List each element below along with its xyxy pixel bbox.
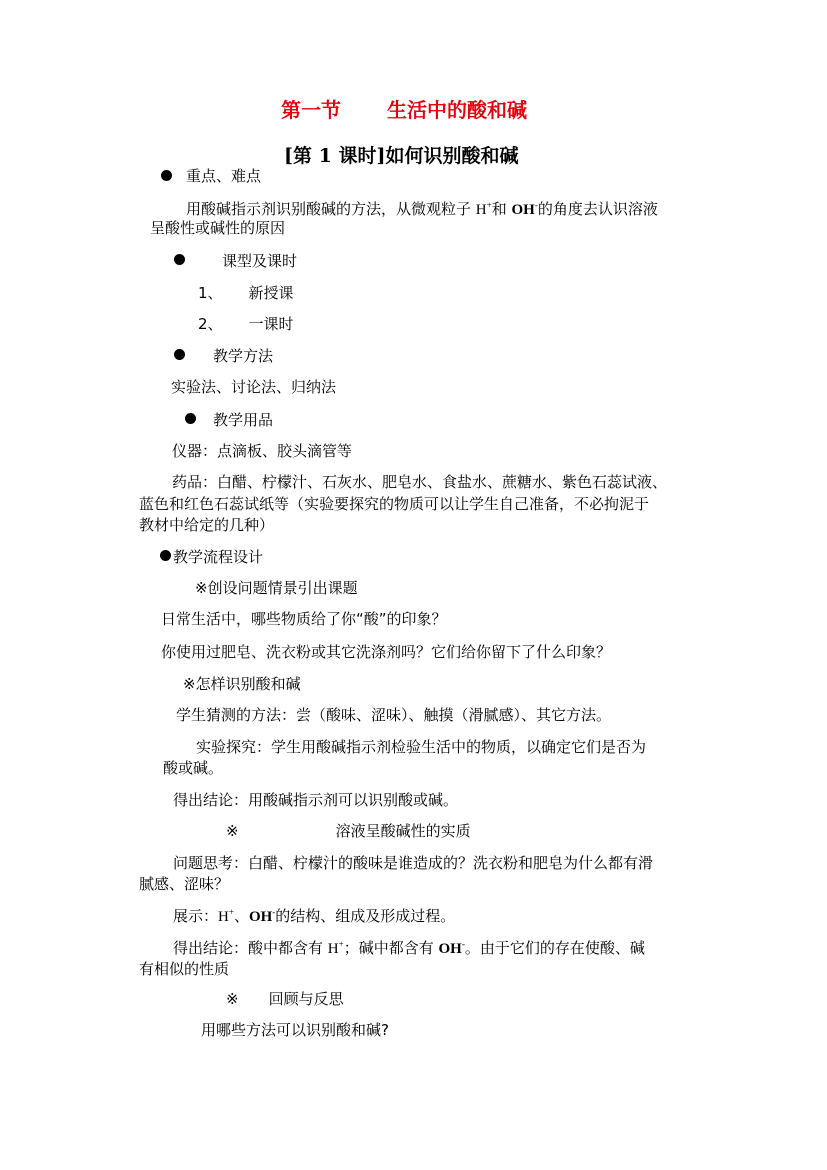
lesson-number: [第 1 课时] [284, 145, 386, 167]
reference-mark: ※ [226, 822, 239, 840]
h-ion: H+ [327, 939, 344, 957]
text-segment: 、 [233, 907, 249, 925]
teaching-supplies-heading: 教学用品 [213, 411, 274, 429]
experiment-line-1: 实验探究：学生用酸碱指示剂检验生活中的物质，以确定它们是否为 [196, 738, 647, 756]
oh-ion: OH- [511, 200, 538, 218]
bullet-icon [160, 550, 171, 561]
conclusion-line-3: 有相似的性质 [139, 960, 230, 978]
reference-mark: ※ [226, 990, 239, 1008]
item-number: 1、 [198, 284, 223, 302]
text-segment: 用酸碱指示剂识别酸碱的方法，从微观粒子 [186, 200, 476, 218]
item-text: 一课时 [248, 315, 294, 333]
final-question: 用哪些方法可以识别酸和碱? [201, 1021, 389, 1039]
section-number: 第一节 [281, 98, 341, 122]
course-type-item-2 [198, 315, 294, 333]
flow-design-heading: 教学流程设计 [173, 548, 264, 566]
bullet-icon [174, 254, 185, 265]
item-number: 2、 [198, 315, 223, 333]
text-segment: 得出结论：酸中都含有 [173, 939, 328, 957]
question-2: 你使用过肥皂、洗衣粉或其它洗涤剂吗？它们给你留下了什么印象？ [161, 643, 612, 661]
key-points-line-2: 呈酸性或碱性的原因 [150, 219, 286, 237]
drugs-line-3: 教材中给定的几种） [139, 516, 275, 534]
text-segment: ；碱中都含有 [343, 939, 439, 957]
key-points-line-1 [186, 200, 658, 219]
text-segment: 。由于它们的存在使酸、碱 [464, 939, 645, 957]
flow-sub-1: ※创设问题情景引出课题 [195, 579, 358, 597]
show-line [173, 907, 455, 926]
text-segment: 展示： [173, 907, 219, 925]
h-ion: H+ [218, 907, 234, 925]
course-type-heading: 课型及课时 [222, 252, 298, 270]
bullet-icon [185, 413, 196, 424]
teaching-method-line: 实验法、讨论法、归纳法 [171, 378, 337, 396]
experiment-line-2: 酸或碱。 [163, 759, 224, 777]
conclusion-line-2 [173, 939, 645, 958]
oh-ion: OH- [438, 939, 465, 957]
item-text: 新授课 [248, 284, 294, 302]
lesson-name: 如何识别酸和碱 [385, 145, 519, 167]
student-guess-line: 学生猜测的方法：尝（酸味、涩味）、触摸（滑腻感）、其它方法。 [176, 706, 612, 724]
instruments-line: 仪器：点滴板、胶头滴管等 [172, 442, 353, 460]
drugs-line-1: 药品：白醋、柠檬汁、石灰水、肥皂水、食盐水、蔗糖水、紫色石蕊试液、 [172, 473, 668, 491]
flow-sub-3 [226, 822, 471, 840]
section-name: 生活中的酸和碱 [387, 98, 527, 122]
conclusion-line-1: 得出结论：用酸碱指示剂可以识别酸或碱。 [173, 791, 459, 809]
flow-sub-4 [226, 990, 344, 1008]
sub-heading-text: 回顾与反思 [268, 990, 344, 1008]
bullet-icon [161, 170, 172, 181]
lesson-subtitle [284, 145, 518, 167]
h-ion: H+ [475, 200, 492, 218]
think-line-1: 问题思考：白醋、柠檬汁的酸味是谁造成的？洗衣粉和肥皂为什么都有滑 [173, 854, 654, 872]
sub-heading-text: 溶液呈酸碱性的实质 [335, 822, 471, 840]
flow-sub-2: ※怎样识别酸和碱 [183, 675, 301, 693]
course-type-item-1 [198, 284, 294, 302]
bullet-icon [174, 349, 185, 360]
think-line-2: 腻感、涩味？ [139, 875, 230, 893]
key-points-heading: 重点、难点 [186, 167, 262, 185]
oh-ion: OH- [248, 907, 276, 925]
question-1: 日常生活中，哪些物质给了你“酸”的印象？ [161, 610, 447, 628]
teaching-method-heading: 教学方法 [213, 347, 274, 365]
drugs-line-2: 蓝色和红色石蕊试纸等（实验要探究的物质可以让学生自己准备，不必拘泥于 [139, 495, 650, 513]
text-segment: 的结构、组成及形成过程。 [275, 907, 456, 925]
section-title [281, 98, 527, 122]
text-segment: 的角度去认识溶液 [537, 200, 658, 218]
text-segment: 和 [491, 200, 512, 218]
